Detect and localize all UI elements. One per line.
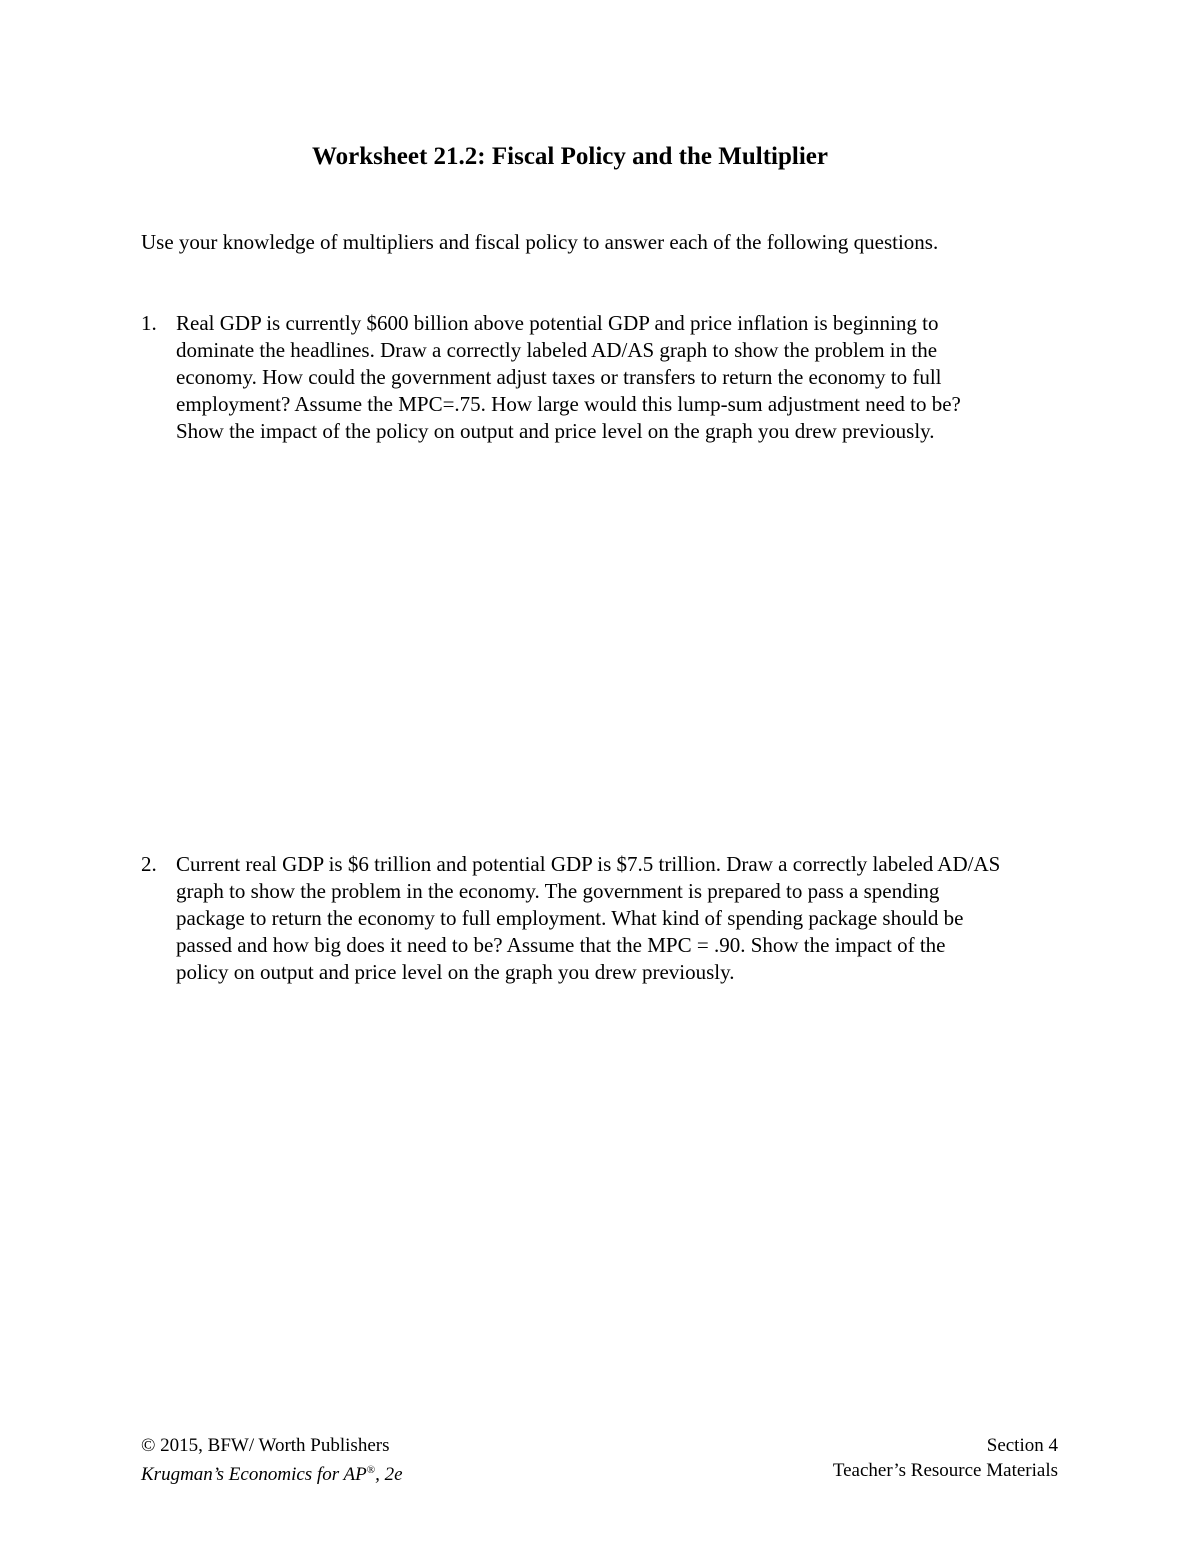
book-title-line — [141, 1458, 403, 1487]
question-text: Real GDP is currently $600 billion above potential GDP and price inflation is beginning to dominate the headlines. Draw a correctly labeled AD/AS graph to show the problem in the economy. How could the government adjust taxes or transfers to return the economy to full employment? Assume the MPC=.75. How large would this lump-sum adjustment need to be? Show the impact of the policy on output and price level on the graph you drew previously. — [176, 311, 961, 443]
question-number: 1. — [141, 311, 157, 335]
worksheet-title: Worksheet 21.2: Fiscal Policy and the Multiplier — [312, 143, 828, 170]
footer-right — [833, 1433, 1058, 1483]
edition: , 2e — [375, 1464, 403, 1485]
footer-left — [141, 1433, 403, 1487]
question-1 — [141, 310, 1001, 445]
question-text: Current real GDP is $6 trillion and potential GDP is $7.5 trillion. Draw a correctly labeled AD/AS graph to show the problem in the economy. The government is prepared to pass a spending package to return the economy to full employment. What kind of spending package should be passed and how big does it need to be? Assume that the MPC = .90. Show the impact of the policy on output and price level on the graph you drew previously. — [176, 852, 1001, 984]
registered-mark: ® — [366, 1464, 376, 1476]
copyright-notice: © 2015, BFW/ Worth Publishers — [141, 1435, 390, 1456]
book-title: Krugman’s Economics for AP — [141, 1464, 367, 1485]
instructions: Use your knowledge of multipliers and fiscal policy to answer each of the following questions. — [141, 230, 939, 254]
materials-label: Teacher’s Resource Materials — [832, 1460, 1058, 1481]
question-number: 2. — [141, 852, 157, 876]
section-label: Section 4 — [986, 1435, 1058, 1456]
question-2 — [141, 851, 1001, 986]
